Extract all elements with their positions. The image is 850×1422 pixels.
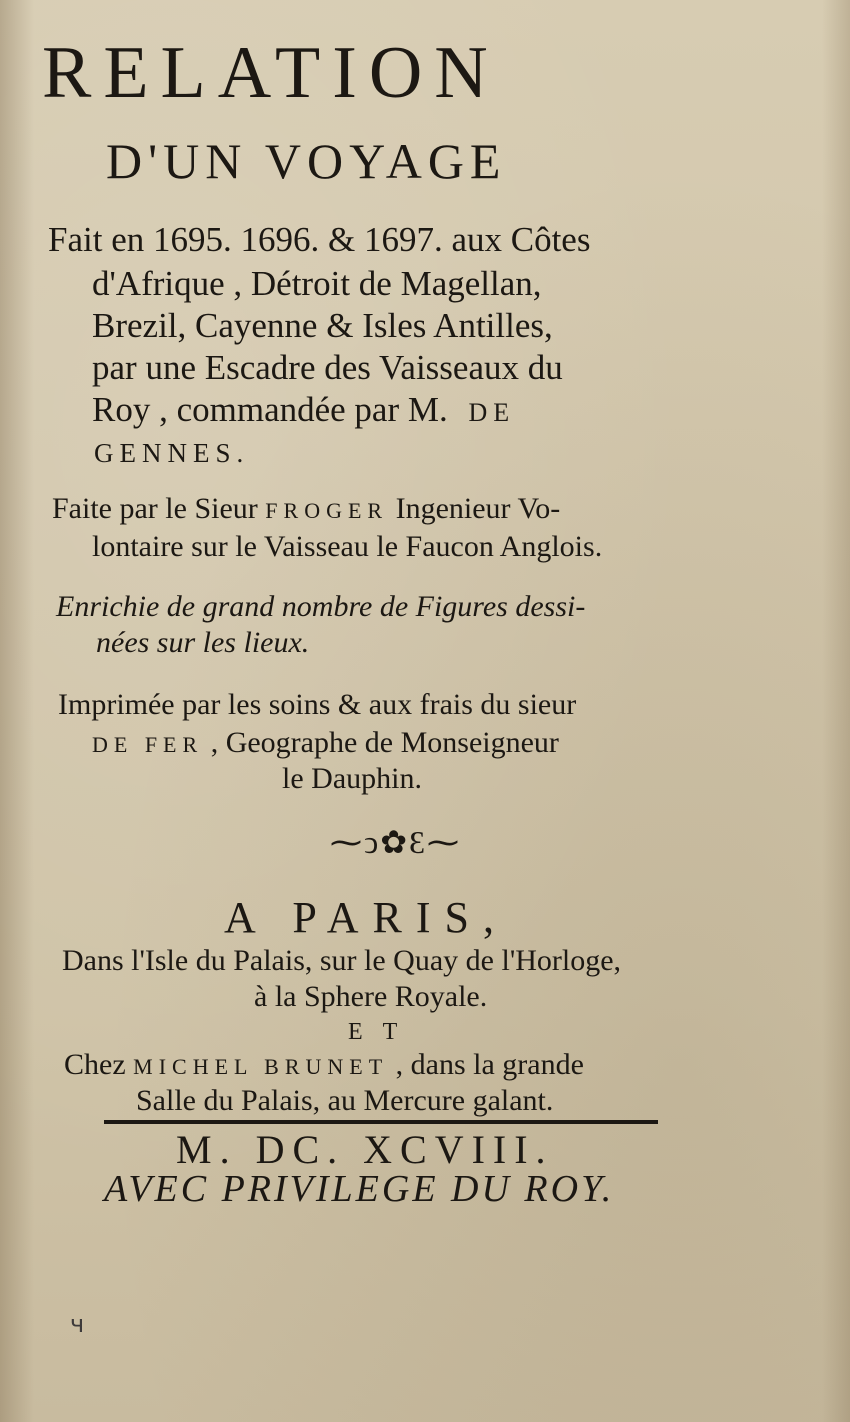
seller-name: MICHEL BRUNET — [133, 1054, 389, 1079]
description-line-5-smallcaps: DE — [468, 398, 516, 427]
ornament-icon: ⁓ↄ✿Ɛ⁓ — [330, 824, 462, 860]
description-line-5-text: Roy , commandée par M. — [92, 390, 448, 429]
printer-name: DE FER — [92, 732, 204, 757]
conjunction-et: ET — [348, 1019, 418, 1045]
printer-line-3: le Dauphin. — [282, 762, 422, 795]
horizontal-rule — [104, 1120, 658, 1124]
publication-year: M. DC. XCVIII. — [176, 1127, 554, 1172]
seller-prefix: Chez — [64, 1048, 126, 1081]
page-edge-left — [0, 0, 34, 1422]
enrichie-line-2: nées sur les lieux. — [96, 626, 310, 659]
author-line-1 — [52, 494, 560, 524]
description-line-1: Fait en 1695. 1696. & 1697. aux Côtes — [48, 220, 591, 259]
description-line-2: d'Afrique , Détroit de Magellan, — [92, 264, 542, 303]
author-line-1-role: Ingenieur Vo- — [395, 492, 561, 525]
book-subtitle: D'UN VOYAGE — [106, 133, 507, 189]
pencil-mark: ч — [70, 1310, 85, 1338]
description-line-5 — [92, 392, 515, 427]
printer-line-2-text: , Geographe de Monseigneur — [210, 726, 559, 759]
printer-line-1: Imprimée par les soins & aux frais du sieur — [58, 688, 577, 721]
royal-privilege: AVEC PRIVILEGE DU ROY. — [104, 1168, 615, 1210]
enrichie-line-1: Enrichie de grand nombre de Figures dessi- — [56, 590, 586, 623]
seller-line-1-text: , dans la grande — [395, 1048, 584, 1081]
page-edge-right — [822, 0, 850, 1422]
book-title: RELATION — [42, 32, 500, 114]
description-line-6: GENNES. — [94, 438, 250, 468]
printer-line-2 — [92, 728, 559, 758]
imprint-place: A PARIS, — [224, 893, 509, 942]
address-line-1: Dans l'Isle du Palais, sur le Quay de l'Horloge, — [62, 944, 622, 977]
description-line-4: par une Escadre des Vaisseaux du — [92, 348, 563, 387]
address-line-2: à la Sphere Royale. — [254, 980, 488, 1013]
author-name: FROGER — [265, 498, 389, 523]
author-line-2: lontaire sur le Vaisseau le Faucon Anglois. — [92, 530, 603, 563]
seller-line-2: Salle du Palais, au Mercure galant. — [136, 1084, 554, 1117]
seller-line-1 — [64, 1050, 584, 1080]
description-line-3: Brezil, Cayenne & Isles Antilles, — [92, 306, 553, 345]
author-line-1-text: Faite par le Sieur — [52, 492, 258, 525]
